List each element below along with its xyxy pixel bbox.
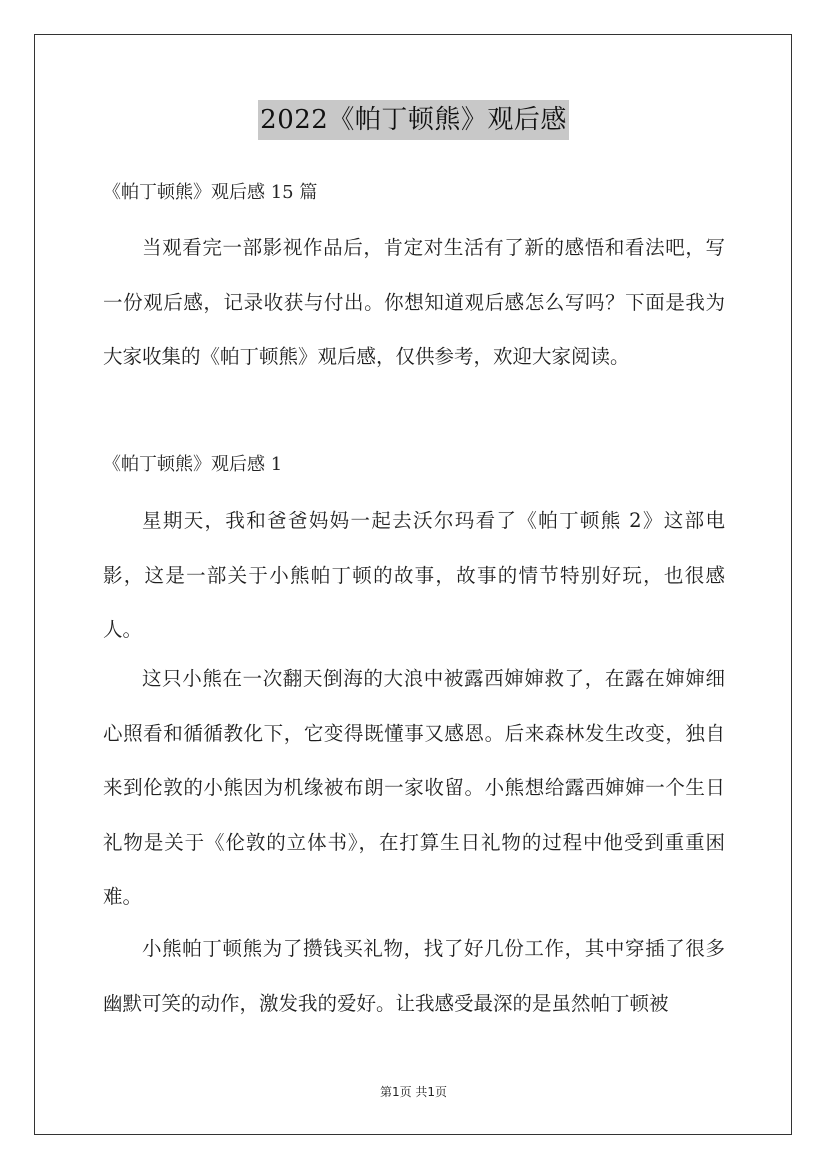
- document-title: 2022《帕丁顿熊》观后感: [258, 100, 569, 140]
- intro-paragraph: 当观看完一部影视作品后，肯定对生活有了新的感悟和看法吧，写一份观后感，记录收获与付出。你想知道观后感怎么写吗？下面是我为大家收集的《帕丁顿熊》观后感，仅供参考，欢迎大家阅读。: [103, 236, 725, 368]
- document-subtitle: 《帕丁顿熊》观后感 15 篇: [103, 182, 318, 203]
- section-heading: 《帕丁顿熊》观后感 1: [103, 454, 283, 475]
- body-paragraph: 星期天，我和爸爸妈妈一起去沃尔玛看了《帕丁顿熊 2》这部电影，这是一部关于小熊帕丁顿的故事，故事的情节特别好玩，也很感人。: [103, 509, 725, 641]
- title-container: [0, 100, 827, 140]
- page-footer: 第1页 共1页: [379, 1085, 448, 1099]
- body-paragraph: 这只小熊在一次翻天倒海的大浪中被露西婶婶救了，在露在婶婶细心照看和循循教化下，它变得既懂事又感恩。后来森林发生改变，独自来到伦敦的小熊因为机缘被布朗一家收留。小熊想给露西婶婶一个生日礼物是关于《伦敦的立体书》，在打算生日礼物的过程中他受到重重困难。: [103, 667, 725, 908]
- body-paragraph: 小熊帕丁顿熊为了攒钱买礼物，找了好几份工作，其中穿插了很多幽默可笑的动作，激发我的爱好。让我感受最深的是虽然帕丁顿被: [103, 937, 725, 1015]
